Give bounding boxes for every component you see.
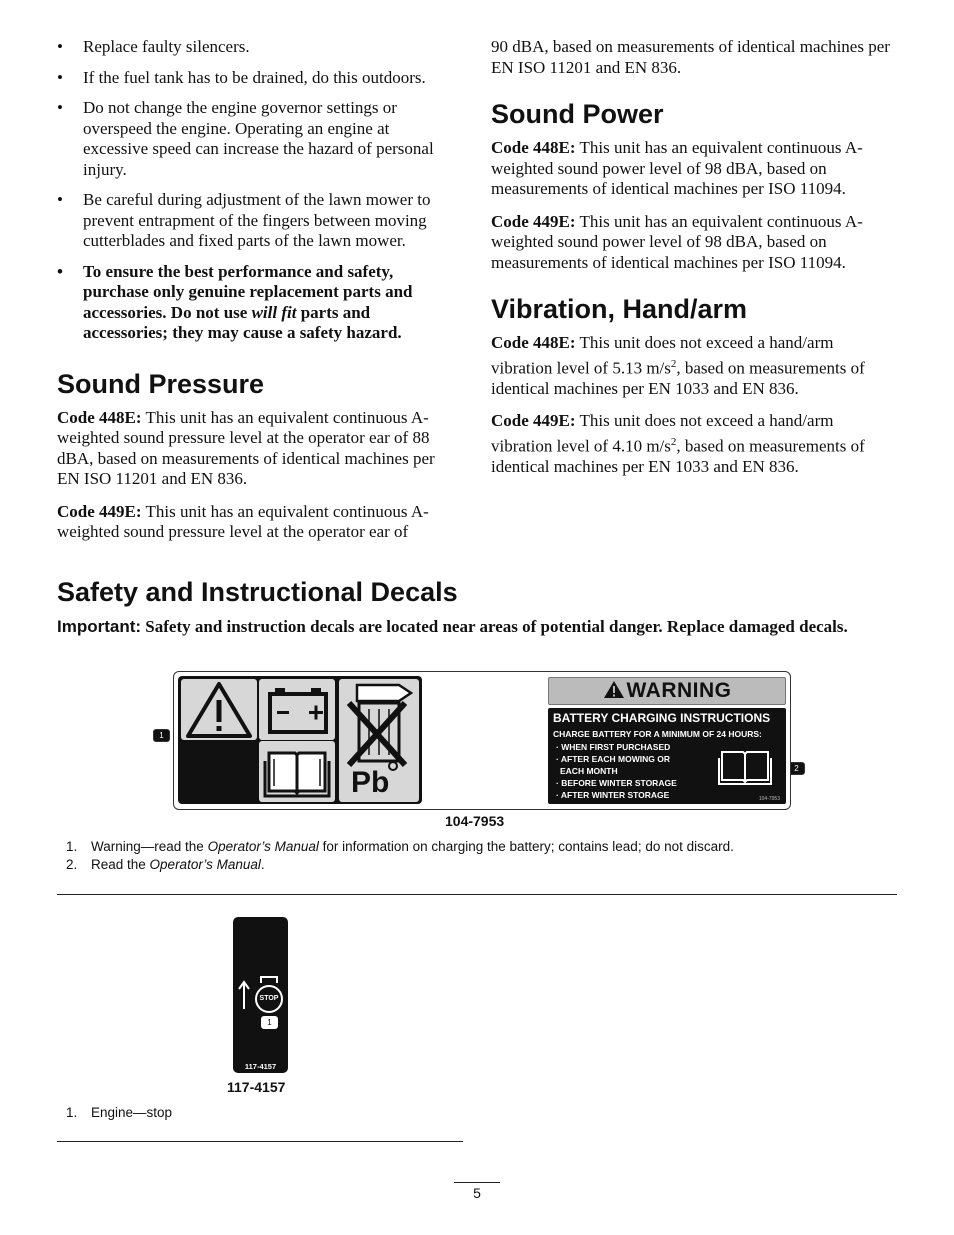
callout-1: 1 bbox=[261, 1016, 278, 1029]
decal-117-4157 bbox=[233, 917, 288, 1073]
warning-panel bbox=[548, 677, 786, 804]
decal-small-code: 104-7953 bbox=[758, 796, 780, 802]
sound-power-448e bbox=[491, 138, 897, 200]
decals-heading: Safety and Instructional Decals bbox=[57, 577, 458, 607]
decals-section bbox=[57, 576, 897, 638]
note-text: Read the bbox=[91, 857, 150, 872]
superscript: 2 bbox=[670, 435, 677, 448]
decal-notes bbox=[66, 1104, 172, 1122]
note-number: 1. bbox=[66, 1105, 78, 1120]
code-label: Code 449E: bbox=[57, 501, 142, 521]
sound-pressure-449e bbox=[57, 502, 457, 543]
book-icon bbox=[716, 746, 774, 793]
note-italic: Operator’s Manual bbox=[207, 839, 319, 854]
important-label: Important: bbox=[57, 617, 142, 636]
page-number: 5 bbox=[454, 1182, 500, 1201]
paragraph-text: This unit does not exceed a hand/arm vibration level of 4.10 m/s bbox=[491, 411, 834, 456]
code-label: Code 448E: bbox=[491, 333, 576, 352]
warning-header bbox=[548, 677, 786, 705]
battery-list-item: · AFTER WINTER STORAGE bbox=[556, 790, 670, 800]
note-text: Engine—stop bbox=[91, 1105, 173, 1120]
battery-list-item: EACH MONTH bbox=[560, 766, 618, 776]
right-column bbox=[491, 37, 897, 489]
sound-pressure-heading: Sound Pressure bbox=[57, 368, 265, 399]
code-label: Code 448E: bbox=[491, 138, 576, 157]
warning-small-icon bbox=[603, 680, 625, 699]
decal-notes bbox=[66, 838, 734, 874]
safety-bullet-list bbox=[57, 37, 457, 344]
divider bbox=[57, 894, 897, 895]
paragraph-text: This unit has an equivalent continuous A-weighted sound pressure level at the operator ear of bbox=[57, 501, 429, 541]
callout-2: 2 bbox=[788, 762, 805, 775]
battery-list bbox=[556, 741, 677, 801]
note-item bbox=[66, 1104, 172, 1122]
bullet-item-bold: • To ensure the best performance and safety, purchase only genuine replacement parts and accessories. Do not use will fit parts and accessories; they may cause a safety hazard. bbox=[57, 261, 413, 342]
code-label: Code 449E: bbox=[491, 211, 576, 231]
bullet-item: • If the fuel tank has to be drained, do this outdoors. bbox=[57, 67, 426, 87]
bold-bullet-text-end: parts and accessories; they may cause a safety hazard. bbox=[83, 302, 402, 342]
battery-list-item: · AFTER EACH MOWING OR bbox=[556, 754, 670, 764]
bullet-text: Be careful during adjustment of the lawn mower to prevent entrapment of the fingers between moving cutterblades and fixed parts of the lawn mower. bbox=[83, 190, 431, 250]
vibration-449e bbox=[491, 411, 897, 477]
bullet-item: • Do not change the engine governor settings or overspeed the engine. Operating an engine at excessive speed can increase the hazard of personal injury. bbox=[57, 98, 434, 179]
left-column bbox=[57, 37, 457, 555]
bullet-text: Replace faulty silencers. bbox=[83, 37, 250, 56]
note-text-end: for information on charging the battery; contains lead; do not discard. bbox=[318, 839, 734, 854]
bullet-text: If the fuel tank has to be drained, do this outdoors. bbox=[83, 67, 426, 87]
decal-caption: 104-7953 bbox=[445, 813, 505, 829]
vibration-heading: Vibration, Hand/arm bbox=[491, 294, 748, 324]
paragraph-text-end: , based on measurements of identical machines per EN 1033 and EN 836. bbox=[491, 436, 865, 476]
divider bbox=[57, 1141, 463, 1142]
paragraph-text-end: , based on measurements of identical machines per EN 1033 and EN 836. bbox=[491, 358, 865, 398]
stop-label: STOP bbox=[259, 995, 279, 1002]
bullet-item: • Be careful during adjustment of the lawn mower to prevent entrapment of the fingers between moving cutterblades and fixed parts of the lawn mower. bbox=[57, 190, 431, 250]
paragraph-text: This unit has an equivalent continuous A-weighted sound power level of 98 dBA, based on measurements of identical machines per ISO 11094. bbox=[491, 138, 863, 198]
note-text: Warning—read the bbox=[91, 839, 208, 854]
crossed-bin-icon bbox=[339, 679, 419, 802]
superscript: 2 bbox=[670, 357, 677, 370]
note-item bbox=[66, 856, 734, 874]
note-item bbox=[66, 838, 734, 856]
battery-icon bbox=[259, 679, 335, 740]
callout-1: 1 bbox=[153, 729, 170, 742]
paragraph-text: This unit has an equivalent continuous A-weighted sound pressure level at the operator ear of 88 dBA, based on measurements of identical machines per EN ISO 11201 and EN 836. bbox=[57, 407, 435, 488]
sound-pressure-448e bbox=[57, 408, 457, 490]
decal-104-7953 bbox=[173, 671, 791, 810]
warning-label: WARNING bbox=[626, 679, 732, 702]
code-label: Code 448E: bbox=[57, 407, 142, 427]
bold-bullet-italic: will fit bbox=[251, 302, 297, 322]
note-italic: Operator’s Manual bbox=[149, 857, 261, 872]
book-icon bbox=[259, 741, 335, 802]
decal-small-code: 117-4157 bbox=[244, 1062, 277, 1071]
bold-bullet-text: To ensure the best performance and safety, purchase only genuine replacement parts and accessories. Do not use bbox=[83, 261, 413, 322]
important-note bbox=[57, 617, 897, 638]
note-number: 1. bbox=[66, 839, 78, 854]
vibration-448e bbox=[491, 333, 897, 399]
code-label: Code 449E: bbox=[491, 411, 576, 431]
sound-power-449e bbox=[491, 212, 897, 274]
note-number: 2. bbox=[66, 857, 78, 872]
up-arrow-icon bbox=[239, 982, 249, 1009]
battery-list-item: · WHEN FIRST PURCHASED bbox=[556, 742, 671, 752]
important-text: Safety and instruction decals are located near areas of potential danger. Replace damaged decals. bbox=[141, 617, 848, 636]
paragraph-text: This unit does not exceed a hand/arm vibration level of 5.13 m/s bbox=[491, 333, 834, 378]
pb-label: Pb bbox=[351, 766, 390, 799]
warning-triangle-icon bbox=[181, 679, 257, 740]
bullet-text: Do not change the engine governor settings or overspeed the engine. Operating an engine at excessive speed can increase the hazard of personal injury. bbox=[83, 98, 434, 179]
sound-power-heading: Sound Power bbox=[491, 99, 664, 129]
battery-list-item: · BEFORE WINTER STORAGE bbox=[556, 778, 677, 788]
note-text-end: . bbox=[260, 857, 265, 872]
paragraph-text: This unit has an equivalent continuous A-weighted sound power level of 98 dBA, based on measurements of identical machines per ISO 11094. bbox=[491, 211, 863, 272]
bullet-item: • Replace faulty silencers. bbox=[57, 37, 250, 56]
battery-instructions bbox=[548, 708, 786, 804]
battery-subtitle: CHARGE BATTERY FOR A MINIMUM OF 24 HOURS: bbox=[553, 729, 762, 739]
decal-caption: 117-4157 bbox=[227, 1079, 286, 1095]
battery-title: BATTERY CHARGING INSTRUCTIONS bbox=[553, 711, 771, 725]
continued-paragraph: 90 dBA, based on measurements of identical machines per EN ISO 11201 and EN 836. bbox=[491, 37, 890, 77]
